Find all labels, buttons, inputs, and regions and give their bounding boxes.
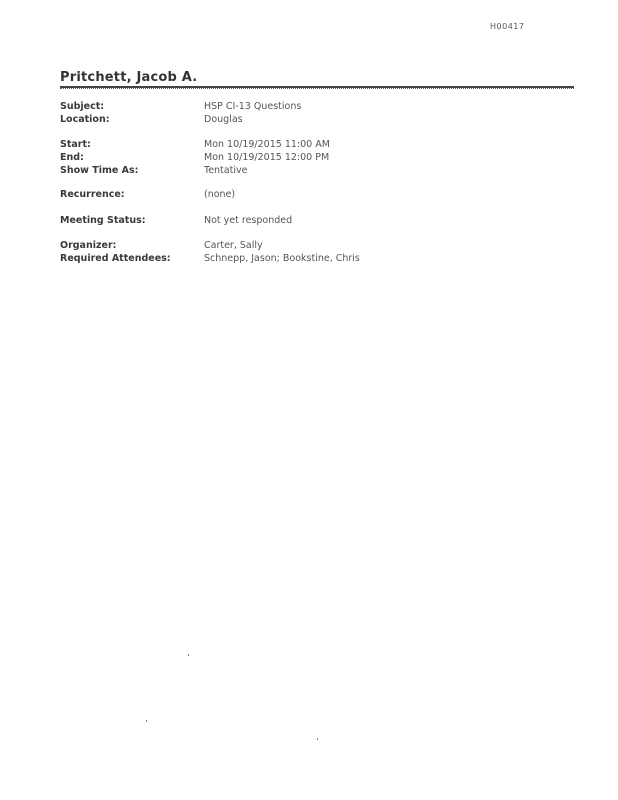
scan-speck bbox=[317, 738, 318, 740]
required-attendees-row bbox=[60, 252, 560, 265]
end-label: End: bbox=[60, 152, 84, 163]
recurrence-value: (none) bbox=[204, 189, 236, 200]
scan-speck bbox=[188, 654, 189, 656]
show-time-as-value: Tentative bbox=[204, 165, 248, 176]
organizer-value: Carter, Sally bbox=[204, 240, 263, 251]
required-attendees-label: Required Attendees: bbox=[60, 253, 171, 264]
location-value: Douglas bbox=[204, 114, 243, 125]
recurrence-row bbox=[60, 188, 560, 201]
scan-speck bbox=[146, 720, 147, 722]
organizer-row bbox=[60, 239, 560, 252]
organizer-label: Organizer: bbox=[60, 240, 117, 251]
start-row bbox=[60, 138, 560, 151]
location-row bbox=[60, 113, 560, 126]
header-divider bbox=[60, 86, 574, 89]
required-attendees-value: Schnepp, Jason; Bookstine, Chris bbox=[204, 253, 360, 264]
start-label: Start: bbox=[60, 139, 91, 150]
meeting-status-value: Not yet responded bbox=[204, 215, 293, 226]
start-value: Mon 10/19/2015 11:00 AM bbox=[204, 139, 330, 150]
subject-value: HSP CI-13 Questions bbox=[204, 101, 302, 112]
recurrence-label: Recurrence: bbox=[60, 189, 125, 200]
calendar-owner-name: Pritchett, Jacob A. bbox=[60, 70, 198, 85]
subject-label: Subject: bbox=[60, 101, 105, 112]
end-row bbox=[60, 151, 560, 164]
meeting-status-row bbox=[60, 214, 560, 227]
end-value: Mon 10/19/2015 12:00 PM bbox=[204, 152, 330, 163]
show-time-as-row bbox=[60, 164, 560, 177]
bates-page-number: H00417 bbox=[490, 22, 525, 31]
show-time-as-label: Show Time As: bbox=[60, 165, 139, 176]
meeting-status-label: Meeting Status: bbox=[60, 215, 146, 226]
location-label: Location: bbox=[60, 114, 110, 125]
subject-row bbox=[60, 100, 560, 113]
